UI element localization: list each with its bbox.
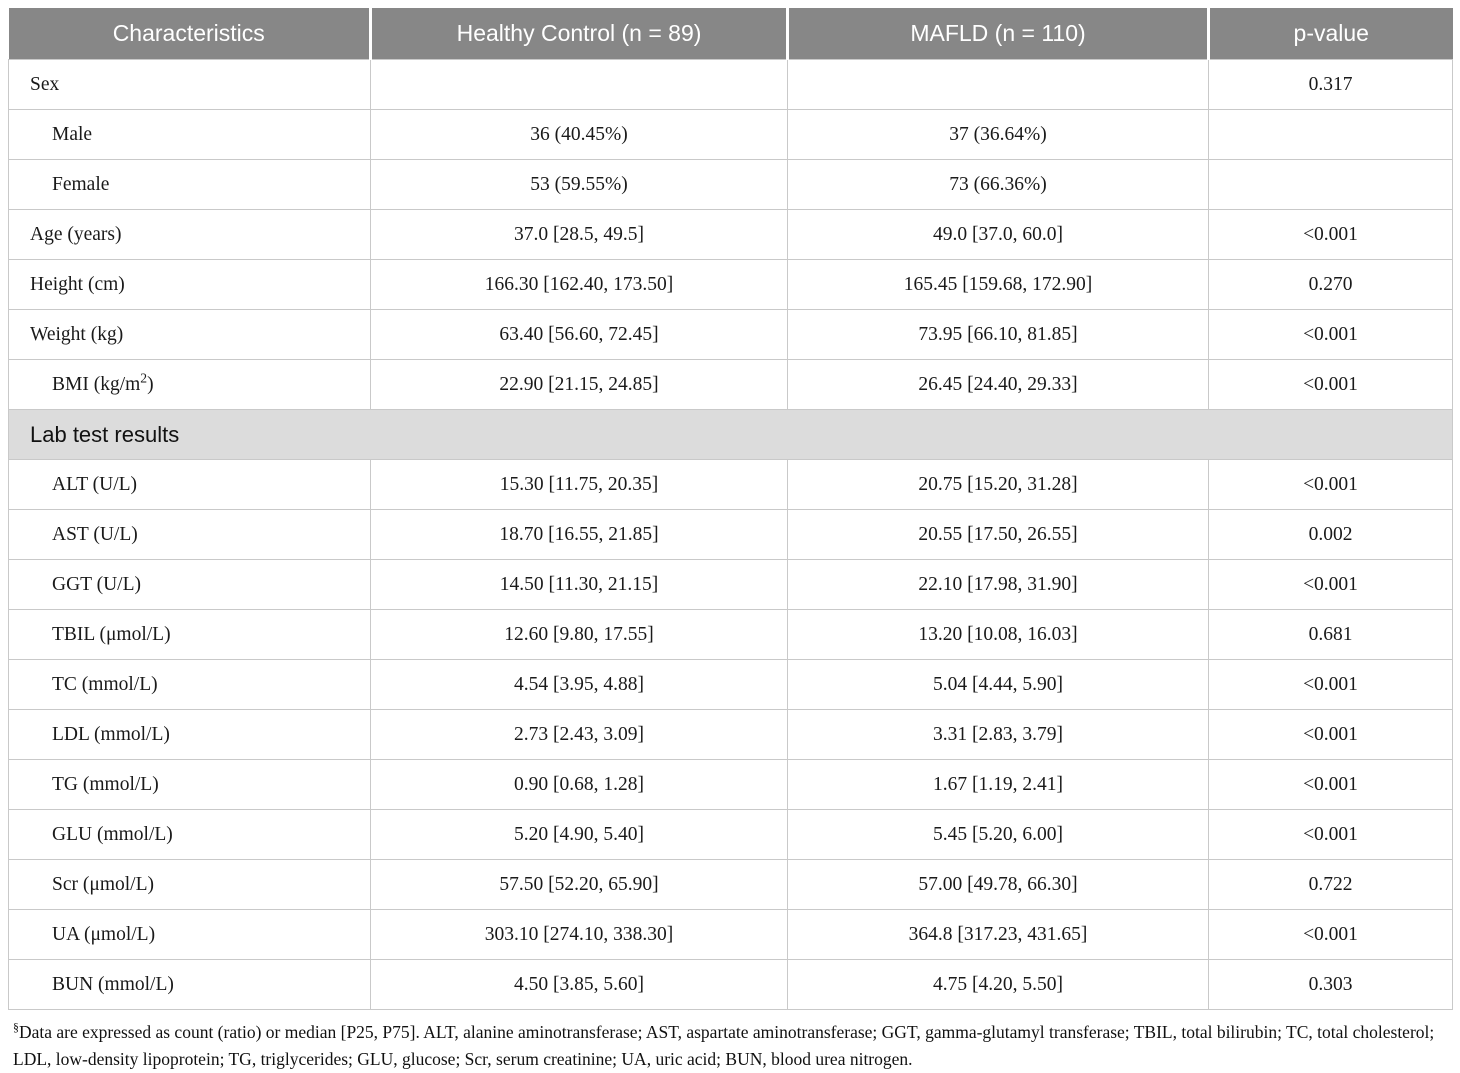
cell-healthy-control: 2.73 [2.43, 3.09] [371,710,788,760]
cell-p-value: <0.001 [1209,760,1453,810]
cell-mafld: 73 (66.36%) [788,160,1209,210]
row-label: GGT (U/L) [9,560,371,610]
table-row [9,960,1453,1010]
header-row [9,8,1453,60]
cell-mafld: 26.45 [24.40, 29.33] [788,360,1209,410]
cell-mafld: 73.95 [66.10, 81.85] [788,310,1209,360]
table-row [9,860,1453,910]
cell-mafld: 49.0 [37.0, 60.0] [788,210,1209,260]
table-row [9,810,1453,860]
cell-healthy-control: 15.30 [11.75, 20.35] [371,460,788,510]
table-row [9,510,1453,560]
cell-healthy-control: 57.50 [52.20, 65.90] [371,860,788,910]
cell-mafld: 165.45 [159.68, 172.90] [788,260,1209,310]
row-label: Sex [9,60,371,110]
cell-p-value: <0.001 [1209,710,1453,760]
cell-p-value: 0.317 [1209,60,1453,110]
cell-mafld: 1.67 [1.19, 2.41] [788,760,1209,810]
section-label: Lab test results [9,410,1453,460]
cell-healthy-control: 166.30 [162.40, 173.50] [371,260,788,310]
table-row [9,610,1453,660]
row-label: Age (years) [9,210,371,260]
row-label: BUN (mmol/L) [9,960,371,1010]
row-label: TC (mmol/L) [9,660,371,710]
cell-p-value: 0.002 [1209,510,1453,560]
cell-p-value: <0.001 [1209,810,1453,860]
cell-p-value [1209,160,1453,210]
footnote-text: Data are expressed as count (ratio) or median [P25, P75]. ALT, alanine aminotransferase; AST, aspartate aminotransferase; GGT, gamma-glutamyl transferase; TBIL, total bilirubin; TC, total cholesterol; LDL, low-density lipoprotein; TG, triglycerides; GLU, glucose; Scr, serum creatinine; UA, uric acid; BUN, blood urea nitrogen. [13,1022,1435,1070]
column-header-mafld: MAFLD (n = 110) [788,8,1209,60]
table-row [9,110,1453,160]
table-row [9,560,1453,610]
row-label: GLU (mmol/L) [9,810,371,860]
column-header-p-value: p-value [1209,8,1453,60]
cell-p-value [1209,110,1453,160]
cell-healthy-control: 18.70 [16.55, 21.85] [371,510,788,560]
cell-healthy-control [371,60,788,110]
cell-mafld: 364.8 [317.23, 431.65] [788,910,1209,960]
characteristics-table [8,8,1453,1010]
cell-mafld: 13.20 [10.08, 16.03] [788,610,1209,660]
cell-healthy-control: 4.54 [3.95, 4.88] [371,660,788,710]
cell-mafld: 20.55 [17.50, 26.55] [788,510,1209,560]
cell-mafld [788,60,1209,110]
cell-p-value: 0.270 [1209,260,1453,310]
table-row [9,60,1453,110]
row-label: BMI $(kg/m^2)$ [9,360,371,410]
cell-mafld: 3.31 [2.83, 3.79] [788,710,1209,760]
cell-p-value: 0.303 [1209,960,1453,1010]
table-row [9,160,1453,210]
table-row [9,260,1453,310]
row-label: AST (U/L) [9,510,371,560]
row-label: ALT (U/L) [9,460,371,510]
table-row [9,310,1453,360]
cell-p-value: <0.001 [1209,360,1453,410]
table-body [9,60,1453,1010]
row-label: LDL (mmol/L) [9,710,371,760]
cell-healthy-control: 36 (40.45%) [371,110,788,160]
cell-healthy-control: 0.90 [0.68, 1.28] [371,760,788,810]
cell-p-value: 0.681 [1209,610,1453,660]
table-row [9,910,1453,960]
cell-healthy-control: 14.50 [11.30, 21.15] [371,560,788,610]
cell-p-value: <0.001 [1209,560,1453,610]
table-row [9,710,1453,760]
cell-mafld: 5.45 [5.20, 6.00] [788,810,1209,860]
cell-healthy-control: 303.10 [274.10, 338.30] [371,910,788,960]
column-header-characteristics: Characteristics [9,8,371,60]
cell-healthy-control: 5.20 [4.90, 5.40] [371,810,788,860]
table-row [9,460,1453,510]
section-row [9,410,1453,460]
cell-p-value: <0.001 [1209,210,1453,260]
table-row [9,760,1453,810]
cell-p-value: 0.722 [1209,860,1453,910]
table-row [9,360,1453,410]
cell-mafld: 4.75 [4.20, 5.50] [788,960,1209,1010]
cell-healthy-control: 53 (59.55%) [371,160,788,210]
column-header-healthy-control: Healthy Control (n = 89) [371,8,788,60]
cell-healthy-control: 12.60 [9.80, 17.55] [371,610,788,660]
row-label: Male [9,110,371,160]
cell-p-value: <0.001 [1209,460,1453,510]
cell-mafld: 20.75 [15.20, 31.28] [788,460,1209,510]
cell-mafld: 22.10 [17.98, 31.90] [788,560,1209,610]
cell-p-value: <0.001 [1209,660,1453,710]
row-label: Weight (kg) [9,310,371,360]
row-label: Female [9,160,371,210]
table-row [9,210,1453,260]
row-label: Height (cm) [9,260,371,310]
cell-p-value: <0.001 [1209,910,1453,960]
cell-healthy-control: 37.0 [28.5, 49.5] [371,210,788,260]
table-header [9,8,1453,60]
row-label: UA (μmol/L) [9,910,371,960]
footnote-marker: § [13,1020,19,1035]
table-row [9,660,1453,710]
cell-mafld: 5.04 [4.44, 5.90] [788,660,1209,710]
cell-healthy-control: 63.40 [56.60, 72.45] [371,310,788,360]
row-label: TBIL (μmol/L) [9,610,371,660]
cell-healthy-control: 22.90 [21.15, 24.85] [371,360,788,410]
cell-p-value: <0.001 [1209,310,1453,360]
cell-healthy-control: 4.50 [3.85, 5.60] [371,960,788,1010]
cell-mafld: 37 (36.64%) [788,110,1209,160]
cell-mafld: 57.00 [49.78, 66.30] [788,860,1209,910]
table-footnote [13,1019,1460,1073]
row-label: TG (mmol/L) [9,760,371,810]
row-label: Scr (μmol/L) [9,860,371,910]
